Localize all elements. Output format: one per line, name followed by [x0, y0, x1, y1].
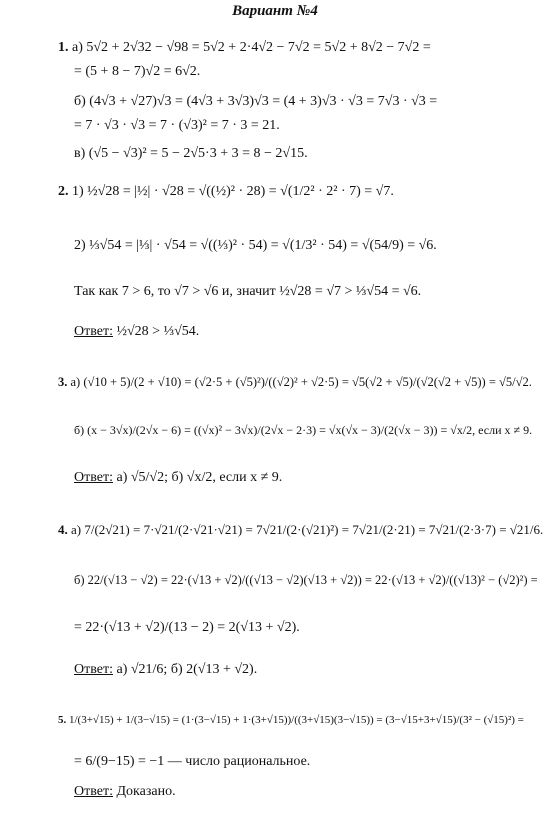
- problem-5-line-2: = 6/(9−15) = −1 — число рациональное.: [74, 754, 311, 769]
- problem-1: [58, 38, 431, 58]
- problem-3: [58, 372, 532, 392]
- problem-1a-line-1: а) 5√2 + 2√32 − √98 = 5√2 + 2·4√2 − 7√2 = 5√2 + 8√2 − 7√2 =: [72, 40, 431, 55]
- problem-2-answer: [74, 322, 199, 342]
- problem-4b-line-2: = 22·(√13 + √2)/(13 − 2) = 2(√13 + √2).: [74, 620, 300, 635]
- problem-1v-line: в) (√5 − √3)² = 5 − 2√5·3 + 3 = 8 − 2√15.: [74, 146, 308, 161]
- problem-4-number: 4.: [58, 522, 68, 537]
- problem-2-line-1: 1) ½√28 = |½| · √28 = √((½)² · 28) = √(1/2² · 2² · 7) = √7.: [72, 184, 394, 199]
- problem-2-line-2: 2) ⅓√54 = |⅓| · √54 = √((⅓)² · 54) = √(1/3² · 54) = √(54/9) = √6.: [74, 238, 437, 253]
- problem-1b-line-2: = 7 · √3 · √3 = 7 · (√3)² = 7 · 3 = 21.: [74, 118, 280, 133]
- problem-2-line-3: Так как 7 > 6, то √7 > √6 и, значит ½√28 = √7 > ⅓√54 = √6.: [74, 284, 422, 299]
- answer-label: Ответ:: [74, 662, 113, 677]
- answer-text: а) √5/√2; б) √x/2, если x ≠ 9.: [116, 470, 283, 485]
- answer-text: ½√28 > ⅓√54.: [116, 324, 200, 339]
- problem-3-number: 3.: [58, 375, 68, 389]
- problem-5-answer: [74, 782, 176, 802]
- problem-1b-line-1: б) (4√3 + √27)√3 = (4√3 + 3√3)√3 = (4 + 3)√3 · √3 = 7√3 · √3 =: [74, 94, 438, 109]
- answer-label: Ответ:: [74, 324, 113, 339]
- problem-4a-line: а) 7/(2√21) = 7·√21/(2·√21·√21) = 7√21/(2·(√21)²) = 7√21/(2·21) = 7√21/(2·3·7) = √21/6.: [71, 522, 544, 537]
- answer-text: а) √21/6; б) 2(√13 + √2).: [116, 662, 258, 677]
- answer-label: Ответ:: [74, 470, 113, 485]
- problem-4b-line-1: б) 22/(√13 − √2) = 22·(√13 + √2)/((√13 − √2)(√13 + √2)) = 22·(√13 + √2)/((√13)² − (√2)²) =: [74, 573, 538, 587]
- problem-2-number: 2.: [58, 184, 69, 199]
- problem-2: [58, 182, 394, 202]
- problem-3-answer: [74, 468, 282, 488]
- problem-1-number: 1.: [58, 40, 69, 55]
- problem-5: [58, 710, 524, 730]
- problem-4-answer: [74, 660, 257, 680]
- answer-text: Доказано.: [116, 784, 176, 799]
- variant-title: Вариант №4: [232, 3, 318, 19]
- problem-4: [58, 520, 543, 540]
- problem-1a-line-2: = (5 + 8 − 7)√2 = 6√2.: [74, 64, 201, 79]
- problem-3b-line: б) (x − 3√x)/(2√x − 6) = ((√x)² − 3√x)/(2√x − 2·3) = √x(√x − 3)/(2(√x − 3)) = √x/2, если x ≠ 9.: [74, 423, 533, 437]
- answer-label: Ответ:: [74, 784, 113, 799]
- problem-3a-line: а) (√10 + 5)/(2 + √10) = (√2·5 + (√5)²)/((√2)² + √2·5) = √5(√2 + √5)/(√2(√2 + √5)) = √5/√2.: [70, 375, 532, 389]
- problem-5-line-1: 1/(3+√15) + 1/(3−√15) = (1·(3−√15) + 1·(3+√15))/((3+√15)(3−√15)) = (3−√15+3+√15)/(3² − (√15)²) =: [69, 714, 524, 726]
- problem-5-number: 5.: [58, 714, 67, 726]
